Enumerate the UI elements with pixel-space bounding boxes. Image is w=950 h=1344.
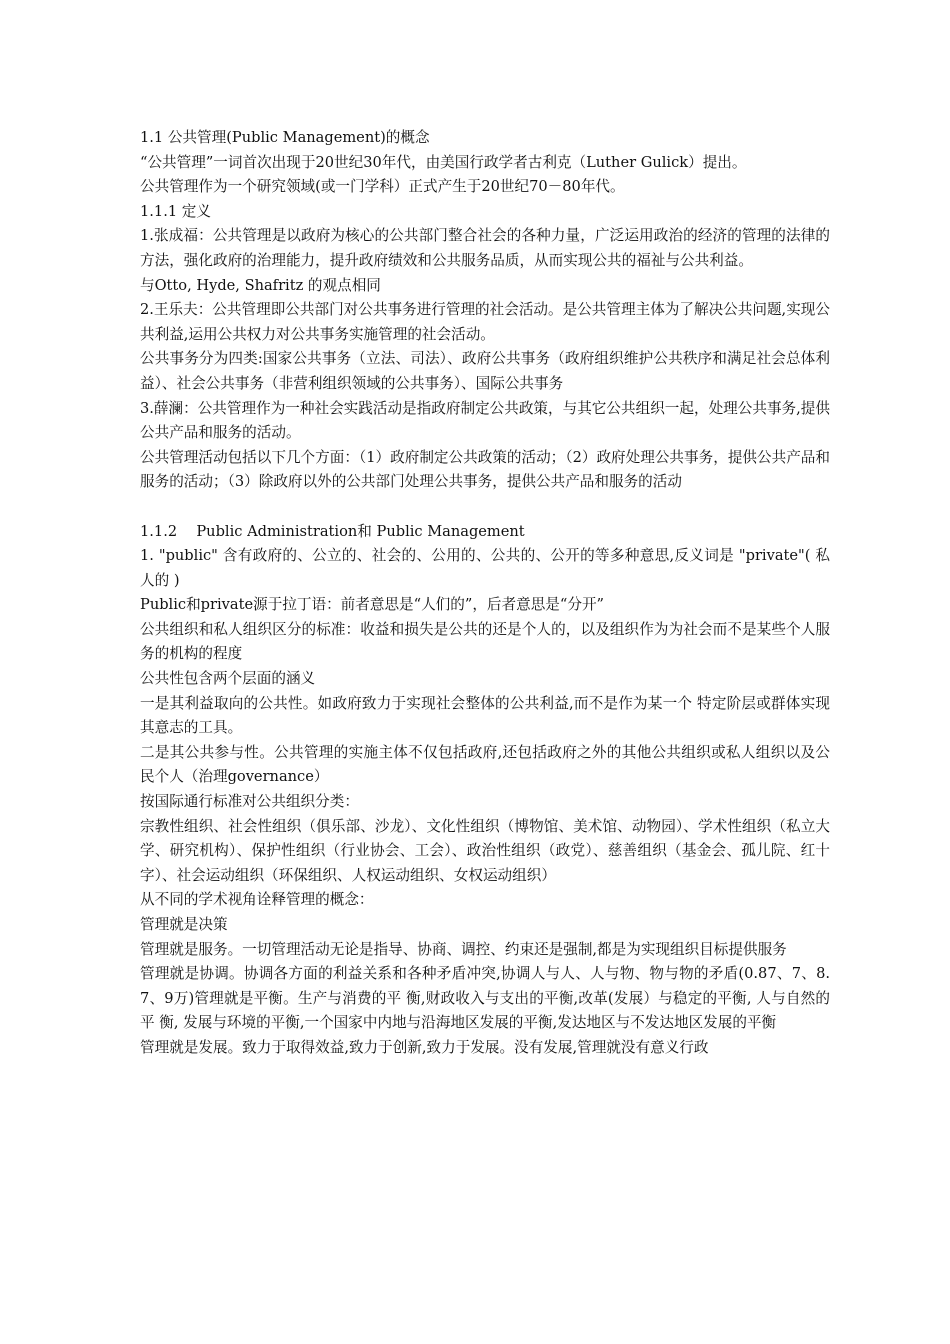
paragraph-interest-orientation: 一是其利益取向的公共性。如政府致力于实现社会整体的公共利益,而不是作为某一个 特定阶层或群体实现其意志的工具。 (140, 694, 830, 737)
paragraph-management-service: 管理就是服务。一切管理活动无论是指导、协商、调控、约束还是强制,都是为实现组织目标提供服务 (140, 940, 787, 958)
paragraph-organization-types: 宗教性组织、社会性组织（俱乐部、沙龙）、文化性组织（博物馆、美术馆、动物园）、学术性组织（私立大学、研究机构）、保护性组织（行业协会、工会）、政治性组织（政党）、慈善组织（基金会、孤儿院、红十字）、社会运动组织（环保组织、人权运动组织、女权运动组织） (140, 817, 830, 884)
paragraph-management-perspectives: 从不同的学术视角诠释管理的概念： (140, 891, 374, 909)
document-body (140, 126, 830, 1061)
paragraph-definition-wang: 2.王乐夫：公共管理即公共部门对公共事务进行管理的社会活动。是公共管理主体为了解决公共问题,实现公共利益,运用公共权力对公共事务实施管理的社会活动。 (140, 301, 830, 343)
blank-line (140, 495, 830, 520)
paragraph-distinction-standard: 公共组织和私人组织区分的标准：收益和损失是公共的还是个人的，以及组织作为为社会而不是某些个人服务的机构的程度 (140, 620, 830, 663)
paragraph-definition-zhang: 1.张成福：公共管理是以政府为核心的公共部门整合社会的各种力量，广泛运用政治的经济的管理的法律的方法，强化政府的治理能力，提升政府绩效和公共服务品质，从而实现公共的福祉与公共利益。 (140, 227, 830, 269)
section-heading-1-1-2: 1.1.2 Public Administration和 Public Management (140, 522, 525, 540)
paragraph-public-affairs-types: 公共事务分为四类:国家公共事务（立法、司法）、政府公共事务（政府组织维护公共秩序和满足社会总体利益）、社会公共事务（非营利组织领域的公共事务）、国际公共事务 (140, 350, 830, 392)
paragraph-term-origin: “公共管理”一词首次出现于20世纪30年代，由美国行政学者古利克（Luther Gulick）提出。 (140, 153, 747, 171)
paragraph-latin-origin: Public和private源于拉丁语：前者意思是“人们的”，后者意思是“分开” (140, 596, 605, 614)
paragraph-management-coordination: 管理就是协调。协调各方面的利益关系和各种矛盾冲突,协调人与人、人与物、物与物的矛盾(0.87、7、8.7、9万)管理就是平衡。生产与消费的平 衡,财政收入与支出的平衡,改革(发展）与稳定的平衡, 人与自然的平 衡, 发展与环境的平衡,一个国家中内地与沿海地区发展的平衡,发达地区与不发达地区发展的平衡 (140, 965, 830, 1032)
paragraph-classification-intro: 按国际通行标准对公共组织分类： (140, 793, 359, 811)
paragraph-discipline-origin: 公共管理作为一个研究领域(或一门学科）正式产生于20世纪70－80年代。 (140, 178, 625, 196)
paragraph-public-participation: 二是其公共参与性。公共管理的实施主体不仅包括政府,还包括政府之外的其他公共组织或私人组织以及公民个人（治理governance） (140, 743, 830, 786)
paragraph-management-development: 管理就是发展。致力于取得效益,致力于创新,致力于发展。没有发展,管理就没有意义行政 (140, 1038, 709, 1056)
paragraph-public-meaning: 1. "public" 含有政府的、公立的、社会的、公用的、公共的、公开的等多种意思,反义词是 "private"( 私人的 ) (140, 547, 830, 589)
section-heading-1-1: 1.1 公共管理(Public Management)的概念 (140, 129, 430, 146)
paragraph-management-decision: 管理就是决策 (140, 916, 228, 933)
section-heading-1-1-1: 1.1.1 定义 (140, 202, 211, 220)
paragraph-activities: 公共管理活动包括以下几个方面：（1）政府制定公共政策的活动；（2）政府处理公共事务，提供公共产品和服务的活动；（3）除政府以外的公共部门处理公共事务，提供公共产品和服务的活动 (140, 448, 830, 491)
paragraph-publicness-levels: 公共性包含两个层面的涵义 (140, 670, 316, 688)
paragraph-otto-hyde: 与Otto, Hyde, Shafritz 的观点相同 (140, 276, 381, 294)
paragraph-definition-xue: 3.薛澜：公共管理作为一种社会实践活动是指政府制定公共政策，与其它公共组织一起，处理公共事务,提供公共产品和服务的活动。 (140, 399, 830, 442)
